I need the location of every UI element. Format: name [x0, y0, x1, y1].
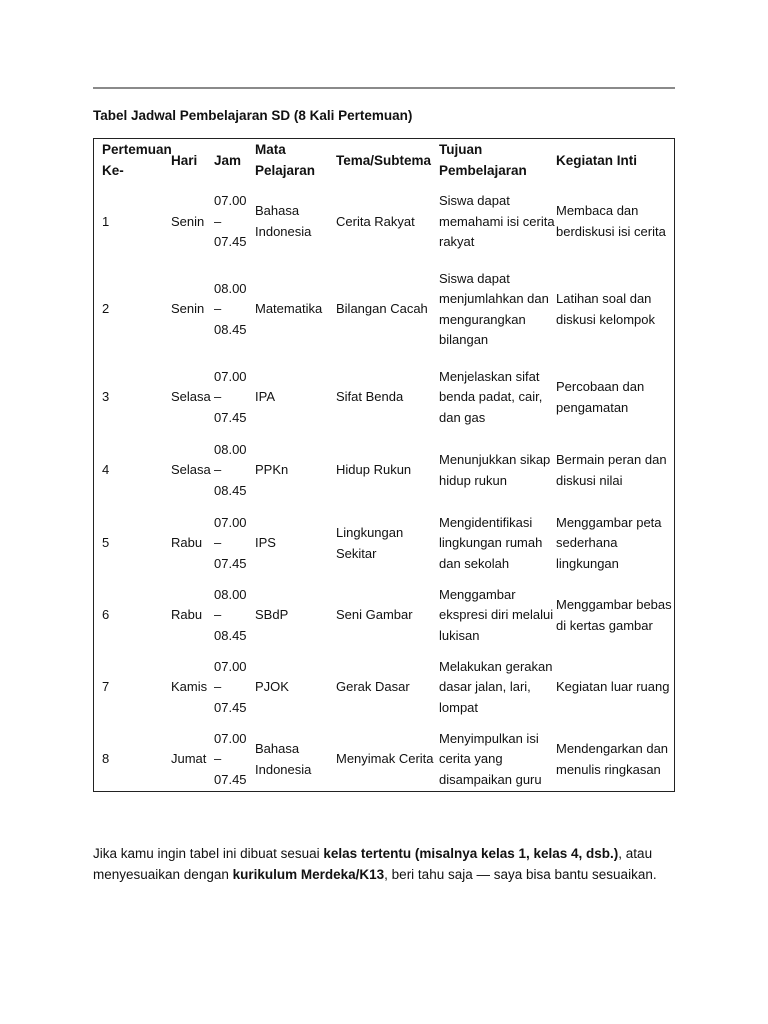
cell-tujuan: Siswa dapat menjumlahkan dan mengurangkan bilangan — [439, 270, 549, 347]
cell-tujuan: Melakukan gerakan dasar jalan, lari, lompat — [439, 658, 553, 715]
cell-tujuan: Mengidentifikasi lingkungan rumah dan sekolah — [439, 514, 543, 571]
table-row — [94, 719, 676, 791]
cell-pertemuan: 7 — [102, 679, 110, 695]
cell-pertemuan: 4 — [102, 462, 110, 478]
cell-jam: 08.00 – 08.45 — [214, 441, 247, 498]
cell-mata-pelajaran: PJOK — [255, 679, 289, 695]
note-text-1: Jika kamu ingin tabel ini dibuat sesuai — [93, 846, 324, 861]
table-row — [94, 575, 676, 647]
cell-tujuan: Menggambar ekspresi diri melalui lukisan — [439, 586, 554, 643]
table-row — [94, 253, 676, 357]
cell-kegiatan: Latihan soal dan diskusi kelompok — [556, 291, 655, 327]
cell-mata-pelajaran: IPS — [255, 535, 276, 551]
cell-jam: 07.00 – 07.45 — [214, 368, 247, 425]
note-bold-kurikulum: kurikulum Merdeka/K13 — [232, 867, 385, 882]
cell-hari: Selasa — [171, 462, 211, 478]
cell-tema: Seni Gambar — [336, 607, 413, 623]
cell-tujuan: Menunjukkan sikap hidup rukun — [439, 452, 551, 488]
cell-tema: Bilangan Cacah — [336, 301, 428, 317]
table-row — [94, 181, 676, 253]
header-pertemuan: Pertemuan Ke- — [102, 142, 172, 178]
cell-pertemuan: 1 — [102, 213, 110, 229]
cell-jam: 07.00 – 07.45 — [214, 514, 247, 571]
cell-tema: Menyimak Cerita — [336, 751, 434, 767]
cell-tujuan: Siswa dapat memahami isi cerita rakyat — [439, 193, 555, 249]
cell-pertemuan: 6 — [102, 607, 110, 623]
table-row — [94, 429, 676, 503]
cell-tema: Cerita Rakyat — [336, 213, 415, 229]
cell-mata-pelajaran: PPKn — [255, 462, 289, 478]
table-row — [94, 503, 676, 575]
cell-kegiatan: Membaca dan berdiskusi isi cerita — [556, 203, 666, 239]
top-divider — [93, 87, 675, 89]
cell-tujuan: Menyimpulkan isi cerita yang disampaikan guru — [439, 730, 542, 787]
cell-tema: Sifat Benda — [336, 389, 404, 405]
cell-pertemuan: 3 — [102, 389, 110, 405]
cell-hari: Rabu — [171, 535, 203, 551]
cell-tema: Lingkungan Sekitar — [336, 525, 404, 561]
cell-kegiatan: Menggambar peta sederhana lingkungan — [556, 514, 662, 571]
cell-tema: Gerak Dasar — [336, 679, 410, 695]
cell-mata-pelajaran: Bahasa Indonesia — [255, 203, 312, 239]
header-kegiatan: Kegiatan Inti — [556, 152, 638, 168]
table-row — [94, 357, 676, 429]
cell-mata-pelajaran: IPA — [255, 389, 275, 405]
cell-mata-pelajaran: SBdP — [255, 607, 289, 623]
table-title: Tabel Jadwal Pembelajaran SD (8 Kali Pertemuan) — [93, 108, 413, 123]
closing-note — [93, 843, 693, 885]
header-jam: Jam — [214, 152, 242, 168]
cell-mata-pelajaran: Matematika — [255, 301, 323, 317]
cell-mata-pelajaran: Bahasa Indonesia — [255, 741, 312, 777]
cell-pertemuan: 2 — [102, 301, 110, 317]
cell-hari: Jumat — [171, 751, 207, 767]
cell-jam: 08.00 – 08.45 — [214, 586, 247, 643]
schedule-table — [93, 138, 675, 792]
cell-kegiatan: Mendengarkan dan menulis ringkasan — [556, 741, 669, 777]
cell-hari: Senin — [171, 301, 205, 317]
cell-kegiatan: Bermain peran dan diskusi nilai — [556, 452, 667, 488]
cell-hari: Senin — [171, 213, 205, 229]
header-hari: Hari — [171, 152, 198, 168]
note-bold-kelas: kelas tertentu (misalnya kelas 1, kelas 4, dsb.) — [323, 846, 619, 861]
table-body — [94, 181, 676, 791]
cell-pertemuan: 5 — [102, 535, 110, 551]
header-tujuan: Tujuan Pembelajaran — [439, 142, 527, 178]
table-header-row — [94, 139, 676, 181]
note-text-2: , atau menyesuaikan dengan — [93, 846, 653, 882]
cell-kegiatan: Menggambar bebas di kertas gambar — [556, 597, 672, 633]
header-tema: Tema/Subtema — [336, 152, 432, 168]
cell-kegiatan: Kegiatan luar ruang — [556, 679, 670, 695]
cell-jam: 07.00 – 07.45 — [214, 730, 247, 787]
cell-jam: 07.00 – 07.45 — [214, 193, 247, 249]
cell-hari: Kamis — [171, 679, 208, 695]
cell-pertemuan: 8 — [102, 751, 110, 767]
cell-hari: Rabu — [171, 607, 203, 623]
cell-hari: Selasa — [171, 389, 211, 405]
cell-tujuan: Menjelaskan sifat benda padat, cair, dan gas — [439, 368, 543, 425]
cell-jam: 08.00 – 08.45 — [214, 280, 247, 337]
note-text-3: , beri tahu saja — saya bisa bantu sesuaikan. — [384, 867, 657, 882]
cell-kegiatan: Percobaan dan pengamatan — [556, 379, 645, 415]
cell-jam: 07.00 – 07.45 — [214, 658, 247, 715]
table-row — [94, 647, 676, 719]
header-mata-pelajaran: Mata Pelajaran — [255, 142, 316, 178]
cell-tema: Hidup Rukun — [336, 462, 412, 478]
